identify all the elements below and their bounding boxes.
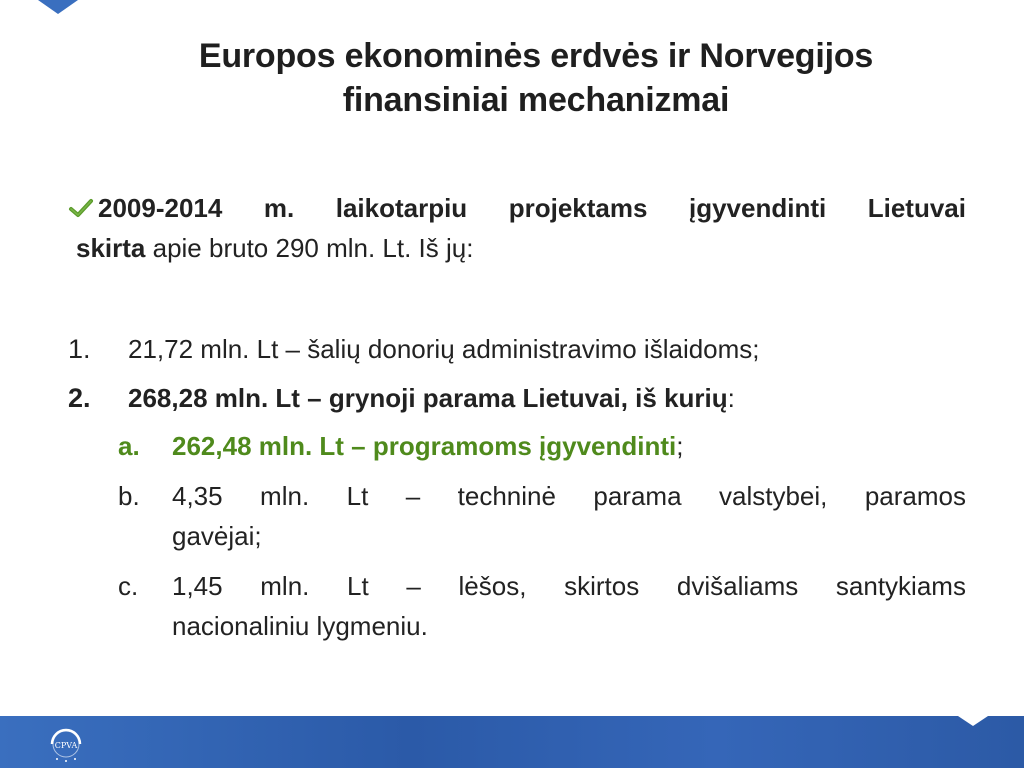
list-item-content [128, 378, 735, 418]
word: techninė [457, 481, 556, 511]
justified-line [172, 566, 966, 606]
title-line-1: Europos ekonominės erdvės ir Norvegijos [198, 37, 874, 75]
word: dvišaliams [676, 571, 799, 601]
word: 1,45 [172, 571, 223, 601]
intro-rest-text: apie bruto 290 mln. Lt. Iš jų: [145, 233, 474, 263]
intro-bold-word: skirta [76, 233, 146, 263]
word: valstybei, [718, 481, 828, 511]
sub-list-marker: b. [118, 481, 140, 511]
sub-list-item-content [172, 426, 966, 466]
sub-list-item-line-2: gavėjai; [172, 521, 262, 551]
sub-list-item-suffix: ; [676, 431, 684, 461]
slide-title [120, 34, 952, 122]
justified-line [172, 476, 966, 516]
word: skirtos [564, 571, 640, 601]
logo-text: CPVA [54, 741, 78, 750]
list-marker: 2. [68, 383, 91, 413]
sub-list-item-line-2: nacionaliniu lygmeniu. [172, 611, 428, 641]
sub-list-marker: c. [118, 571, 139, 601]
word: lėšos, [458, 571, 527, 601]
intro-paragraph [68, 188, 966, 268]
checkmark-icon [68, 197, 94, 219]
top-notch-decoration [38, 0, 78, 14]
word: mln. [260, 571, 310, 601]
intro-line-1 [68, 188, 966, 228]
word: – [405, 481, 421, 511]
word: santykiams [835, 571, 966, 601]
cpva-logo [44, 724, 88, 764]
footer-background [0, 716, 1024, 768]
word: 4,35 [172, 481, 223, 511]
intro-word: projektams [508, 193, 648, 223]
list-item [68, 378, 966, 418]
footer-bar [0, 716, 1024, 768]
list-item-text: 21,72 mln. Lt – šalių donorių administravimo išlaidoms; [128, 334, 760, 364]
sub-list-item [118, 566, 966, 646]
intro-word: įgyvendinti [688, 193, 827, 223]
sub-list-item [118, 426, 966, 466]
intro-line-2 [68, 228, 966, 268]
intro-word: laikotarpiu [335, 193, 468, 223]
word: paramos [864, 481, 966, 511]
sub-list-marker: a. [118, 431, 140, 461]
intro-word: Lietuvai [867, 193, 966, 223]
word: mln. [260, 481, 310, 511]
footer-notch-decoration [958, 716, 988, 726]
word: Lt [346, 481, 369, 511]
list-item-suffix: : [727, 383, 735, 413]
sub-list-item-text: 262,48 mln. Lt – programoms įgyvendinti [172, 431, 677, 461]
list-item [68, 329, 966, 369]
sub-list-item [118, 476, 966, 556]
list-marker: 1. [68, 334, 91, 364]
intro-word: m. [263, 193, 295, 223]
word: parama [593, 481, 682, 511]
list-item-text: 268,28 mln. Lt – grynoji parama Lietuvai, iš kurių [128, 383, 728, 413]
intro-word: 2009-2014 [98, 193, 223, 223]
title-line-2: finansiniai mechanizmai [342, 81, 730, 119]
sub-list-item-content [172, 566, 966, 646]
word: – [406, 571, 421, 601]
sub-list-item-content [172, 476, 966, 556]
word: Lt [347, 571, 369, 601]
